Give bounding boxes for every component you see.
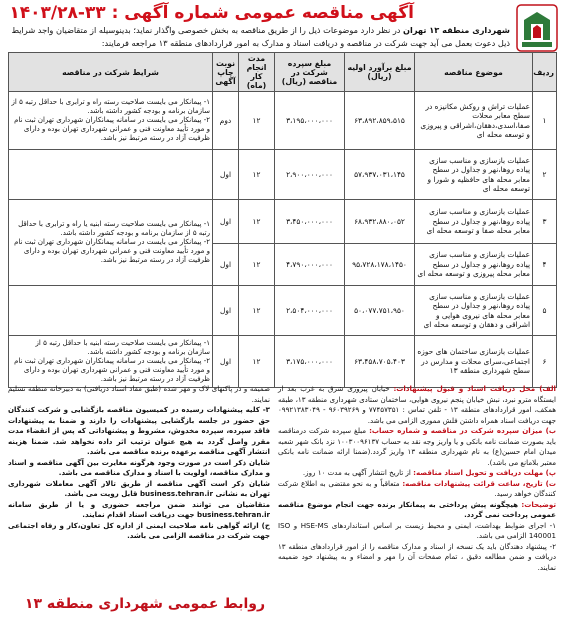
cell-estimate: ۵۰،۰۷۷،۷۵۱،۹۵۰ [345,286,415,336]
cell-estimate: ۹۵،۷۲۸،۱۷۸،۱۴۵۰ [345,244,415,286]
cell-deposit: ۳،۱۹۵،۰۰۰،۰۰۰ [275,92,345,150]
header-duration: مدت انجام کار (ماه) [239,53,275,92]
cell-duration: ۱۲ [239,92,275,150]
cell-estimate: ۶۳،۴۵۸،۷۰۵،۴۰۳ [345,336,415,388]
cell-row-no: ۳ [533,200,557,244]
detail-item [278,468,556,479]
cell-row-no: ۴ [533,244,557,286]
cell-subject: عملیات بازسازی و مناسب سازی پیاده روها،نهر و جداول در سطح معابر محله های نیروی هوایی و اشراقی و دهقان و توسعه محله ای [415,286,533,336]
detail-label: پ) مهلت دریافت و تحویل اسناد مناقصه: [413,468,556,477]
header-row-no: ردیف [533,53,557,92]
detail-item [278,521,556,542]
table-row [9,286,557,336]
cell-print-turn: اول [213,200,239,244]
cell-subject: عملیات بازسازی ساختمان های حوزه اجتماعی،سرای محلات و مدارس در سطح شهرداری منطقه ۱۳ [415,336,533,388]
detail-label: توضیحات: [521,499,556,509]
cell-row-no: ۱ [533,92,557,150]
detail-text: هیچگونه پیش پرداختی به پیمانکار برنده جهت انجام موضوع مناقصه عمومی پرداخت نمی گردد. [278,499,556,519]
cell-duration: ۱۲ [239,200,275,244]
header-conditions: شرایط شرکت در مناقصه [9,53,213,92]
cell-duration: ۱۲ [239,244,275,286]
table-row [9,150,557,200]
table-header-row [9,53,557,92]
cell-row-no: ۲ [533,150,557,200]
cell-deposit: ۳،۴۵۰،۰۰۰،۰۰۰ [275,200,345,244]
cell-deposit: ۲،۵۰۴،۰۰۰،۰۰۰ [275,286,345,336]
table-row [9,336,557,388]
cell-subject: عملیات تراش و روکش مکانیزه در سطح معابر محلات صفا،اسدی،دهقان،اشراقی و پیروزی و توسعه محله ای [415,92,533,150]
detail-text: ۲- پیشنهاد دهندگان باید یک نسخه از اسناد و مدارک مناقصه را از امور قراردادهای منطقه ۱۳ دریافت و ضمن مطالعه دقیق ، تمام صفحات آن را مهر و امضاء و به پیشنهاد خود ضمیمه نمایند. [278,541,556,572]
detail-text: متعاقباً و به نحو مقتضی به اطلاع شرکت کنندگان خواهد رسید. [278,478,556,498]
cell-print-turn: دوم [213,92,239,150]
detail-item [278,542,556,574]
cell-estimate: ۶۳،۸۹۲،۸۵۹،۵۱۵ [345,92,415,150]
detail-text: از تاریخ انتشار آگهی به مدت ۱۰ روز. [302,468,414,477]
cell-conditions: ۱- پیمانکار می بایست صلاحیت رسته راه و ترابری با حداقل رتبه ۵ از سازمان برنامه و بودجه کشور داشته باشد. ۲- پیمانکار می بایست در سامانه پیمانکاران شهرداری تهران ثبت نام و مورد تأیید معاونت فنی و عمرانی شهرداری تهران بوده و دارای ظرفیت آزاد در رسته مرتبط نیز باشد. [9,92,213,150]
page-title: آگهی مناقصه عمومی شماره آگهی : ۳۳-۱۴۰۳/۲۸ [9,3,414,23]
cell-estimate: ۵۷،۹۳۷،۰۳۱،۱۴۵ [345,150,415,200]
cell-deposit: ۲،۹۰۰،۰۰۰،۰۰۰ [275,150,345,200]
cell-conditions: ۱- پیمانکار می بایست صلاحیت رسته ابنیه یا راه و ترابری با حداقل رتبه ۵ از سازمان برنامه و بودجه کشور داشته باشد. ۲- پیمانکار می بایست در سامانه پیمانکاران شهرداری تهران ثبت نام و مورد تأیید معاونت فنی و عمرانی شهرداری تهران بوده و دارای ظرفیت آزاد در رسته مرتبط نیز باشد. [9,200,213,286]
cell-deposit: ۴،۷۹۰،۰۰۰،۰۰۰ [275,244,345,286]
cell-conditions: ۱- پیمانکار می بایست صلاحیت رسته ابنیه با حداقل رتبه ۵ از سازمان برنامه و بودجه کشور داشته باشد. ۲- پیمانکار می بایست در سامانه پیمانکاران شهرداری تهران ثبت نام و مورد تأیید معاونت فنی و عمرانی شهرداری تهران بوده و دارای ظرفیت آزاد در رسته مرتبط نیز باشد. [9,336,213,388]
tehran-municipality-logo [516,4,558,52]
cell-subject: عملیات بازسازی و مناسب سازی پیاده روها،نهر و جداول در سطح معابر محله صفا و توسعه محله ای [415,200,533,244]
detail-item: متقاضیان می توانند ضمن مراجعه حضوری و یا از طریق سامانه business.tehran.ir جهت دریافت اسناد اقدام نمایند. [8,499,270,519]
cell-subject: عملیات بازسازی و مناسب سازی پیاده روها،نهر و جداول در سطح معابر محله پیروزی و توسعه محله ای [415,244,533,286]
details-right-column [278,384,556,573]
detail-text: ۱- اجرای ضوابط بهداشت، ایمنی و محیط زیست بر اساس استانداردهای HSE-MS و ISO 140001 الزامی می باشد. [278,520,556,540]
detail-item [278,500,556,521]
cell-duration: ۱۲ [239,150,275,200]
detail-item: ضمیمه و در پاکتهای لاک و مهر شده (طبق مفاد اسناد دریافتی) به دبیرخانه منطقه تسلیم نمایند. [8,384,270,404]
detail-item [278,384,556,426]
cell-print-turn: اول [213,244,239,286]
tender-table [8,52,557,388]
detail-item: شایان ذکر است در صورت وجود هرگونه مغایرت بین آگهی مناقصه و اسناد و مدارک مناقصه، اولویت با اسناد و مدارک مناقصه می باشد. [8,457,270,477]
detail-label: الف) محل دریافت اسناد و قبول پیشنهادات: [393,384,556,393]
header-deposit: مبلغ سپرده شرکت در مناقصه (ریال) [275,53,345,92]
table-row [9,92,557,150]
cell-estimate: ۶۸،۹۳۲،۸۸۰،۰۵۲ [345,200,415,244]
detail-item [278,479,556,500]
table-row [9,200,557,244]
intro-rest: در نظر دارد موضوعات ذیل را از طریق مناقصه به بخش خصوصی واگذار نماید؛ بدینوسیله از متقاضیان واجد شرایط ذیل دعوت بعمل می آید جهت شرکت در مناقصه و دریافت اسناد و مدارک به امور قراردادهای منطقه ۱۳ مراجعه فرمایند: [11,25,510,48]
cell-row-no: ۶ [533,336,557,388]
detail-item: ۳- کلیه پیشنهادات رسیده در کمیسیون مناقصه بازگشایی و شرکت کنندگان حق حضور در جلسه بازگشایی پیشنهادات را دارند و ضمنا به پیشنهادات فاقد سپرده، سپرده مخدوش، مشروط و پیشنهاداتی که پس از انقضاء مدت مقرر واصل گردد به هیچ عنوان ترتیب اثر داده نخواهد شد. ضمنا هزینه انتشار آگهی مناقصه برعهده برنده مناقصه می باشد. [8,405,270,456]
cell-duration: ۱۲ [239,286,275,336]
header-subject: موضوع مناقصه [415,53,533,92]
footer-signature: روابط عمومی شهرداری منطقه ۱۳ [24,596,266,612]
detail-item [278,426,556,468]
cell-subject: عملیات بازسازی و مناسب سازی پیاده روها،نهر و جداول در سطح معابر محله های حافظیه و شورا و توسعه محله ای [415,150,533,200]
cell-duration: ۱۲ [239,336,275,388]
detail-label: ت) تاریخ، ساعت قرائت پیشنهادات مناقصه: [402,478,556,488]
intro-text [10,24,510,50]
cell-row-no: ۵ [533,286,557,336]
cell-print-turn: اول [213,336,239,388]
detail-item: ح) ارائه گواهی نامه صلاحیت ایمنی از اداره کل تعاون،کار و رفاه اجتماعی جهت شرکت در مناقصه الزامی می باشد. [8,520,270,540]
detail-label: ب) میزان سپرده شرکت در مناقصه و شماره حساب: [369,426,556,435]
cell-deposit: ۳،۱۷۵،۰۰۰،۰۰۰ [275,336,345,388]
header-estimate: مبلغ برآورد اولیه (ریال) [345,53,415,92]
intro-municipality: شهرداری منطقه ۱۳ تهران [403,25,510,35]
detail-text: مبلغ سپرده شرکت درمناقصه باید بصورت ضمانت نامه بانکی و یا واریز وجه نقد به حساب ۱۰۰۳۰۰۹۶۱۳۷ نزد بانک شهر شعبه میدان امام حسین(ع) به نام شهرداری منطقه ۱۳ واریز گردد.(ضمنا ارائه ضمانت نامه بانکی معتبر بلامانع می باشد). [278,426,556,467]
detail-item: شایان ذکر است آگهی مناقصه از طریق تالار آگهی معاملات شهرداری تهران به نشانی business.tehran.ir قابل رویت می باشد. [8,478,270,498]
detail-text: خیابان پیروزی شرق به غرب بعد از ایستگاه مترو نبرد، نبش خیابان پنجم نیروی هوایی، ساختمان ستادی شهرداری منطقه ۱۳، طبقه همکف، امور قراردادهای منطقه ۱۳ - تلفن تماس : ۷۷۴۵۷۳۵۱ و ۹۶۰۳۹۲۶۹ - ۰۹۹۲۱۳۸۳۰۴۹ جهت دریافت اسناد همراه داشتن فلش مموری الزامی می باشد. [278,384,557,425]
details-left-column [8,384,270,542]
cell-conditions [9,150,213,200]
cell-print-turn: اول [213,150,239,200]
cell-conditions [9,286,213,336]
header-print-turn: نوبت چاپ آگهی [213,53,239,92]
cell-print-turn: اول [213,286,239,336]
